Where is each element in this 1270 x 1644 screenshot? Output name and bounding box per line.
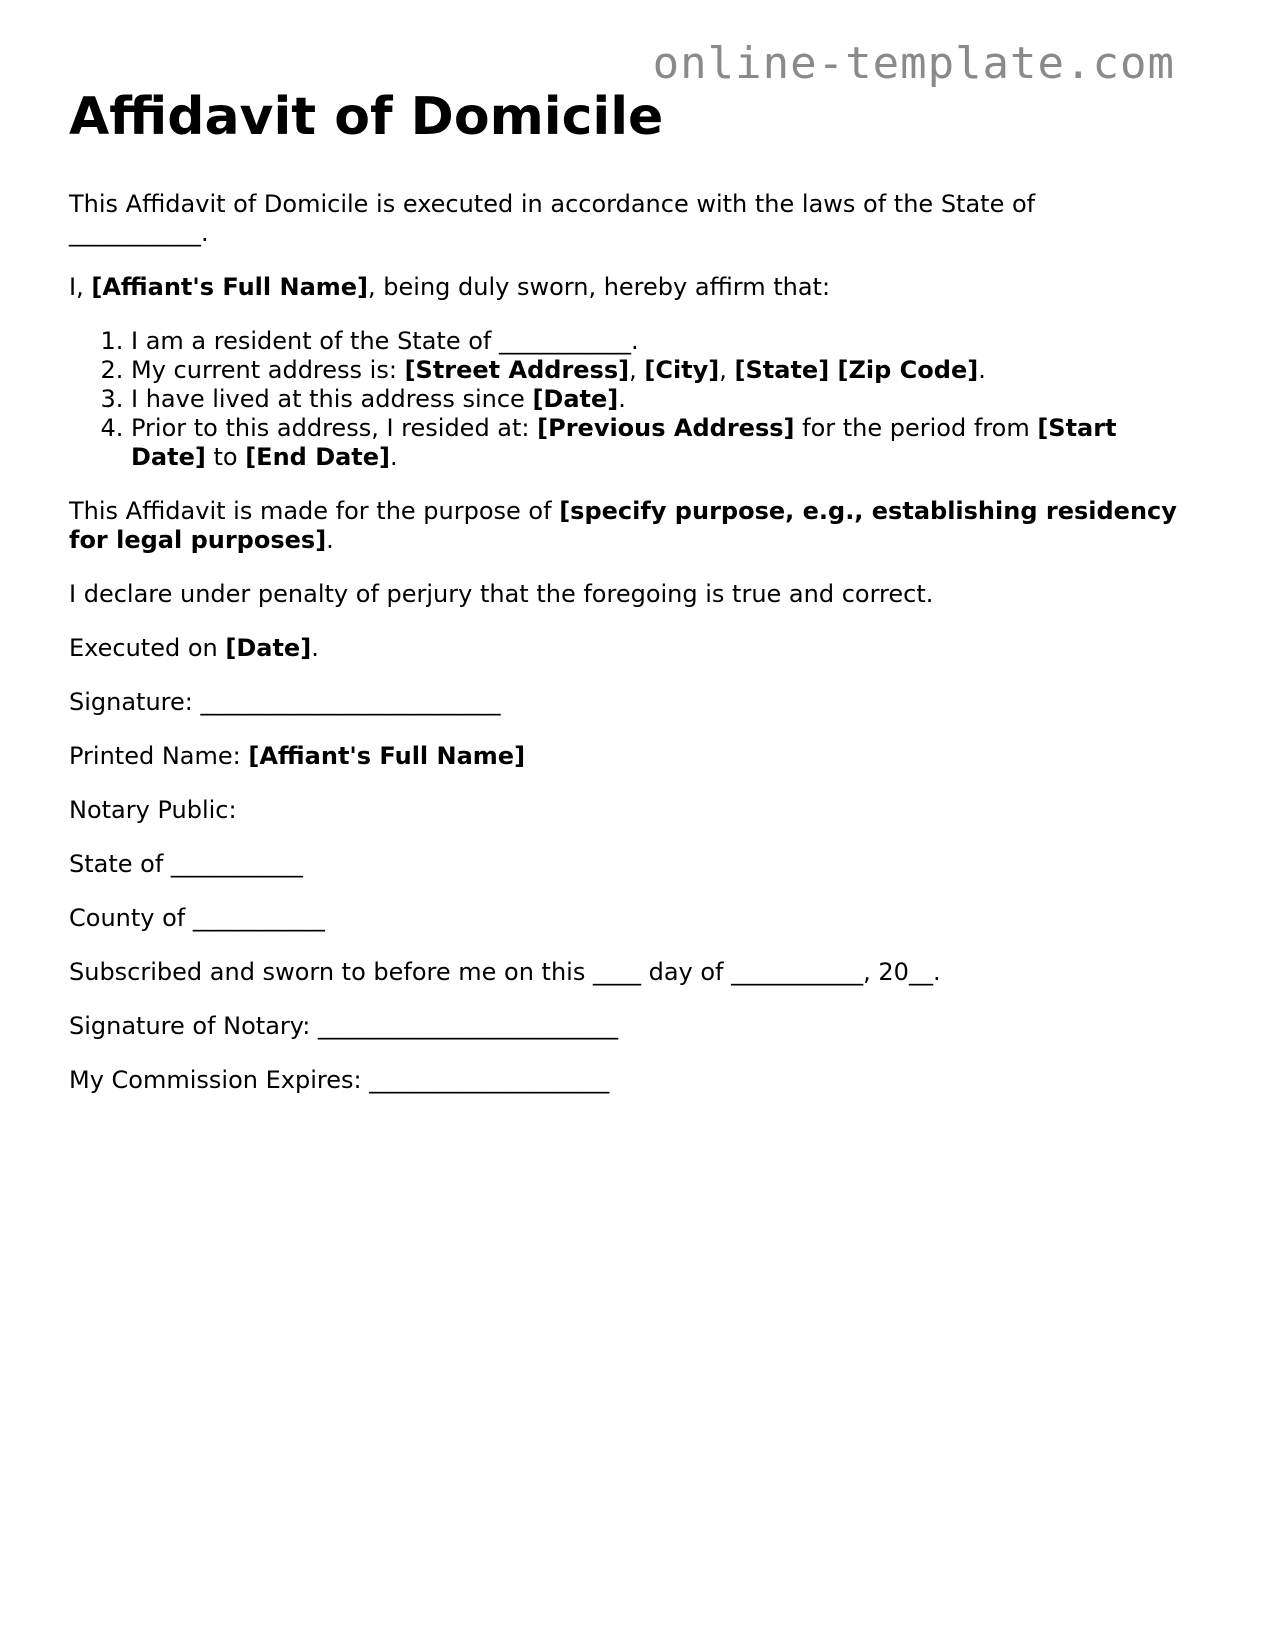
county-of-blank: ___________ (192, 904, 325, 932)
county-of-line (69, 904, 1179, 933)
signature-blank: _________________________ (200, 688, 501, 716)
start-date-placeholder: [Start Date] (131, 414, 1117, 471)
executed-line (69, 634, 1179, 663)
watermark: online-template.com (652, 38, 1175, 89)
county-of-label: County of (69, 904, 193, 932)
affiant-name-placeholder: [Affiant's Full Name] (91, 273, 369, 301)
executed-period: . (311, 634, 319, 662)
item-period: . (618, 385, 626, 413)
item-text: to (205, 443, 246, 471)
state-zip-placeholder: [State] [Zip Code] (734, 356, 979, 384)
list-item (131, 414, 1179, 472)
intro-period: . (201, 219, 209, 247)
item-text: for the period from (794, 414, 1038, 442)
purpose-text: This Affidavit is made for the purpose of (69, 497, 560, 525)
item-period: . (390, 443, 398, 471)
state-of-label: State of (69, 850, 171, 878)
list-item (131, 356, 1179, 385)
notary-public-heading: Notary Public: (69, 796, 237, 824)
intro-paragraph (69, 190, 1179, 248)
state-of-blank: ___________ (170, 850, 303, 878)
subscribed-text: Subscribed and sworn to before me on this (69, 958, 593, 986)
item-period: . (978, 356, 986, 384)
affirm-suffix: , being duly sworn, hereby affirm that: (368, 273, 831, 301)
end-date-placeholder: [End Date] (245, 443, 391, 471)
item-text: Prior to this address, I resided at: (131, 414, 538, 442)
declaration: I declare under penalty of perjury that the foregoing is true and correct. (69, 580, 934, 608)
item-text: I am a resident of the State of (131, 327, 499, 355)
separator: , (719, 356, 735, 384)
commission-label: My Commission Expires: (69, 1066, 370, 1094)
month-blank: ___________ (731, 958, 864, 986)
street-address-placeholder: [Street Address] (404, 356, 630, 384)
day-blank: ____ (592, 958, 641, 986)
notary-signature-blank: _________________________ (317, 1012, 618, 1040)
purpose-period: . (326, 526, 334, 554)
previous-address-placeholder: [Previous Address] (537, 414, 795, 442)
executed-label: Executed on (69, 634, 226, 662)
list-item (131, 327, 1179, 356)
item-period: . (630, 327, 639, 355)
affirmation-list (69, 327, 1179, 472)
document-body (69, 86, 1179, 1120)
notary-signature-label: Signature of Notary: (69, 1012, 318, 1040)
affirm-prefix: I, (69, 273, 92, 301)
printed-name-line (69, 742, 1179, 771)
item-text: My current address is: (131, 356, 405, 384)
executed-date-placeholder: [Date] (225, 634, 312, 662)
separator: , (629, 356, 645, 384)
commission-line (69, 1066, 1179, 1095)
notary-signature-line (69, 1012, 1179, 1041)
signature-line (69, 688, 1179, 717)
state-blank: ___________ (69, 219, 201, 247)
since-date-placeholder: [Date] (532, 385, 619, 413)
list-item (131, 385, 1179, 414)
subscribed-text: day of (640, 958, 732, 986)
commission-blank: ____________________ (369, 1066, 610, 1094)
year-blank: , 20__. (863, 958, 941, 986)
intro-text: This Affidavit of Domicile is executed in accordance with the laws of the State of (69, 190, 1036, 218)
item-text: I have lived at this address since (131, 385, 533, 413)
signature-label: Signature: (69, 688, 201, 716)
city-placeholder: [City] (644, 356, 720, 384)
document-title: Affidavit of Domicile (69, 87, 664, 147)
purpose-placeholder: [specify purpose, e.g., establishing residency for legal purposes] (69, 497, 1177, 554)
subscribed-line (69, 958, 1179, 987)
printed-name-label: Printed Name: (69, 742, 249, 770)
purpose-paragraph (69, 497, 1179, 555)
residence-state-blank: ___________ (498, 327, 631, 355)
affirm-paragraph (69, 273, 1179, 302)
printed-name-placeholder: [Affiant's Full Name] (248, 742, 526, 770)
state-of-line (69, 850, 1179, 879)
